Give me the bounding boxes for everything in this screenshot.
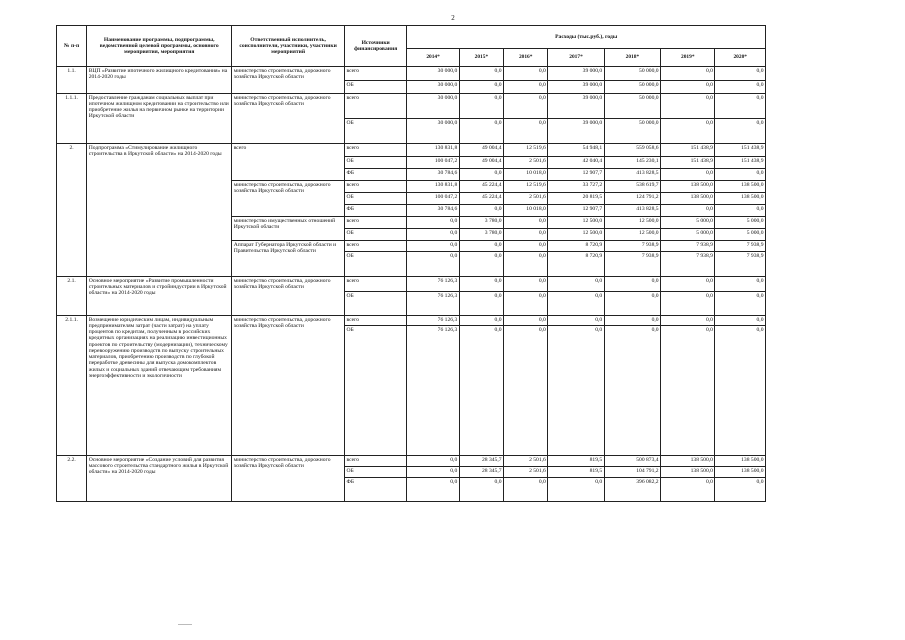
amount-cell: 0,0 [504, 217, 548, 229]
executor-name: министерство строительства, дорожного хозяйства Иркутской области [232, 277, 345, 316]
amount-cell: 12 500,0 [548, 217, 604, 229]
program-name: Основное мероприятие «Создание условий для развития массового строительства стандартного жилья в Иркутской области» на 2014-2020 годы [87, 456, 232, 502]
amount-cell: 76 126,3 [407, 277, 459, 292]
header-program: Наименование программы, подпрограммы, ведомственной целевой программы, основного мероприятия, мероприятия [87, 26, 232, 67]
executor-name: министерство строительства, дорожного хозяйства Иркутской области [232, 181, 345, 217]
funding-source: ОБ [344, 326, 406, 456]
amount-cell: 30 000,0 [407, 67, 459, 81]
amount-cell: 413 828,5 [604, 205, 660, 217]
funding-source: всего [344, 217, 406, 229]
amount-cell: 50 000,0 [604, 67, 660, 81]
amount-cell: 0,0 [407, 229, 459, 241]
amount-cell: 7 938,9 [661, 252, 715, 277]
row-number: 2.1. [57, 277, 87, 316]
amount-cell: 30 784,6 [407, 205, 459, 217]
funding-source: всего [344, 241, 406, 252]
amount-cell: 138 500,0 [715, 467, 766, 478]
amount-cell: 396 082,2 [604, 478, 660, 502]
amount-cell: 0,0 [459, 169, 503, 181]
budget-table [56, 25, 766, 502]
amount-cell: 0,0 [661, 81, 715, 94]
amount-cell: 7 938,9 [715, 252, 766, 277]
amount-cell: 49 004,4 [459, 157, 503, 169]
amount-cell: 145 230,1 [604, 157, 660, 169]
amount-cell: 33 727,2 [548, 181, 604, 193]
funding-source: ОБ [344, 292, 406, 316]
amount-cell: 0,0 [604, 326, 660, 456]
amount-cell: 130 831,8 [407, 181, 459, 193]
header-source: Источники финансирования [344, 26, 406, 67]
amount-cell: 0,0 [661, 119, 715, 144]
amount-cell: 0,0 [604, 316, 660, 326]
amount-cell: 124 791,2 [604, 193, 660, 205]
amount-cell: 0,0 [715, 119, 766, 144]
program-name: Возмещение юридическим лицам, индивидуальным предпринимателям затрат (части затрат) на уплату процентов по кредитам, полученным в российских кредитных организациях на реализацию инвестиционных проектов по строительству (модернизации), техническому перевооружению производств по выпуску строительных материалов, приобретению производств по глубокой переработке древесины для выпуска домокомплектов жилых и социальных зданий отвечающим требованиям энергоэффективности и экологичности [87, 316, 232, 456]
header-year: 2017* [548, 49, 604, 67]
amount-cell: 54 948,1 [548, 144, 604, 157]
executor-name: министерство имущественных отношений Иркутской области [232, 217, 345, 241]
amount-cell: 39 000,0 [548, 94, 604, 119]
amount-cell: 819,5 [548, 467, 604, 478]
executor-name: Аппарат Губернатора Иркутской области и Правительства Иркутской области [232, 241, 345, 277]
funding-source: всего [344, 67, 406, 81]
amount-cell: 2 501,6 [504, 456, 548, 467]
amount-cell: 0,0 [504, 478, 548, 502]
funding-source: ОБ [344, 229, 406, 241]
funding-source: ФБ [344, 478, 406, 502]
header-expenses: Расходы (тыс.руб.), годы [407, 26, 766, 49]
amount-cell: 12 907,7 [548, 169, 604, 181]
funding-source: всего [344, 456, 406, 467]
table-row [57, 456, 766, 467]
program-name: Предоставление гражданам социальных выплат при ипотечном жилищном кредитовании на строительство или приобретение жилья на первичном рынке на территории Иркутской области [87, 94, 232, 144]
header-year: 2020* [715, 49, 766, 67]
amount-cell: 0,0 [715, 326, 766, 456]
amount-cell: 0,0 [715, 205, 766, 217]
program-name: Основное мероприятие «Развитие промышленности строительных материалов и стройиндустрии в Иркутской области» на 2014-2020 годы [87, 277, 232, 316]
table-row [57, 67, 766, 81]
row-number: 1.1.1. [57, 94, 87, 144]
row-number: 1.1. [57, 67, 87, 94]
amount-cell: 0,0 [504, 277, 548, 292]
amount-cell: 10 018,0 [504, 169, 548, 181]
header-year: 2019* [661, 49, 715, 67]
amount-cell: 538 619,7 [604, 181, 660, 193]
amount-cell: 12 907,7 [548, 205, 604, 217]
amount-cell: 30 000,0 [407, 119, 459, 144]
amount-cell: 2 501,6 [504, 157, 548, 169]
amount-cell: 0,0 [459, 81, 503, 94]
amount-cell: 39 000,0 [548, 119, 604, 144]
funding-source: ОБ [344, 252, 406, 277]
amount-cell: 76 126,3 [407, 316, 459, 326]
amount-cell: 0,0 [661, 316, 715, 326]
amount-cell: 0,0 [459, 241, 503, 252]
amount-cell: 0,0 [661, 292, 715, 316]
amount-cell: 42 040,4 [548, 157, 604, 169]
amount-cell: 0,0 [504, 292, 548, 316]
funding-source: ОБ [344, 119, 406, 144]
amount-cell: 7 938,9 [661, 241, 715, 252]
amount-cell: 0,0 [661, 205, 715, 217]
funding-source: всего [344, 316, 406, 326]
amount-cell: 0,0 [407, 478, 459, 502]
amount-cell: 5 000,0 [715, 229, 766, 241]
executor-name: министерство строительства, дорожного хозяйства Иркутской области [232, 316, 345, 456]
amount-cell: 0,0 [715, 81, 766, 94]
amount-cell: 5 000,0 [661, 217, 715, 229]
amount-cell: 5 000,0 [715, 217, 766, 229]
amount-cell: 39 000,0 [548, 67, 604, 81]
amount-cell: 0,0 [715, 478, 766, 502]
funding-source: ОБ [344, 157, 406, 169]
amount-cell: 0,0 [459, 67, 503, 81]
header-year: 2016* [504, 49, 548, 67]
amount-cell: 5 000,0 [661, 229, 715, 241]
amount-cell: 28 345,7 [459, 456, 503, 467]
amount-cell: 0,0 [504, 316, 548, 326]
amount-cell: 104 791,2 [604, 467, 660, 478]
executor-name: всего [232, 144, 345, 181]
amount-cell: 0,0 [715, 316, 766, 326]
executor-name: министерство строительства, дорожного хозяйства Иркутской области [232, 67, 345, 94]
amount-cell: 30 000,0 [407, 94, 459, 119]
amount-cell: 12 519,6 [504, 181, 548, 193]
amount-cell: 0,0 [407, 252, 459, 277]
amount-cell: 7 938,9 [604, 241, 660, 252]
amount-cell: 0,0 [548, 478, 604, 502]
amount-cell: 0,0 [459, 277, 503, 292]
amount-cell: 20 819,5 [548, 193, 604, 205]
executor-name: министерство строительства, дорожного хозяйства Иркутской области [232, 94, 345, 144]
amount-cell: 0,0 [661, 478, 715, 502]
amount-cell: 0,0 [504, 252, 548, 277]
amount-cell: 100 047,2 [407, 193, 459, 205]
amount-cell: 0,0 [661, 94, 715, 119]
amount-cell: 0,0 [661, 169, 715, 181]
amount-cell: 138 500,0 [661, 193, 715, 205]
amount-cell: 0,0 [548, 277, 604, 292]
row-number: 2.2. [57, 456, 87, 502]
amount-cell: 2 501,6 [504, 193, 548, 205]
amount-cell: 12 500,0 [548, 229, 604, 241]
amount-cell: 8 720,9 [548, 252, 604, 277]
program-name: ВЦП «Развитие ипотечного жилищного кредитования» на 2014-2020 годы [87, 67, 232, 94]
amount-cell: 0,0 [548, 292, 604, 316]
table-header [57, 26, 766, 67]
amount-cell: 138 500,0 [715, 456, 766, 467]
amount-cell: 0,0 [504, 241, 548, 252]
funding-source: ОБ [344, 467, 406, 478]
amount-cell: 413 828,5 [604, 169, 660, 181]
amount-cell: 0,0 [604, 277, 660, 292]
amount-cell: 76 126,3 [407, 292, 459, 316]
table-row [57, 316, 766, 326]
funding-source: всего [344, 181, 406, 193]
amount-cell: 0,0 [459, 252, 503, 277]
amount-cell: 0,0 [715, 292, 766, 316]
amount-cell: 0,0 [504, 119, 548, 144]
amount-cell: 0,0 [504, 67, 548, 81]
amount-cell: 7 938,9 [604, 252, 660, 277]
amount-cell: 138 500,0 [715, 181, 766, 193]
amount-cell: 0,0 [661, 67, 715, 81]
header-num: № п-п [57, 26, 87, 67]
amount-cell: 151 438,9 [661, 144, 715, 157]
table-row [57, 144, 766, 157]
amount-cell: 0,0 [715, 94, 766, 119]
amount-cell: 0,0 [715, 277, 766, 292]
table-body [57, 67, 766, 502]
amount-cell: 0,0 [504, 326, 548, 456]
amount-cell: 0,0 [661, 277, 715, 292]
amount-cell: 500 873,4 [604, 456, 660, 467]
amount-cell: 50 000,0 [604, 94, 660, 119]
funding-source: ФБ [344, 169, 406, 181]
amount-cell: 12 500,0 [604, 229, 660, 241]
amount-cell: 45 224,4 [459, 193, 503, 205]
amount-cell: 138 500,0 [715, 193, 766, 205]
amount-cell: 0,0 [407, 241, 459, 252]
amount-cell: 151 438,9 [715, 144, 766, 157]
amount-cell: 0,0 [459, 316, 503, 326]
amount-cell: 3 780,0 [459, 229, 503, 241]
amount-cell: 45 224,4 [459, 181, 503, 193]
scan-mark [178, 624, 192, 625]
amount-cell: 138 500,0 [661, 467, 715, 478]
amount-cell: 0,0 [407, 217, 459, 229]
amount-cell: 0,0 [715, 67, 766, 81]
row-number: 2.1.1. [57, 316, 87, 456]
amount-cell: 0,0 [604, 292, 660, 316]
amount-cell: 0,0 [504, 229, 548, 241]
amount-cell: 138 500,0 [661, 456, 715, 467]
amount-cell: 0,0 [459, 326, 503, 456]
funding-source: всего [344, 277, 406, 292]
table-row [57, 277, 766, 292]
amount-cell: 0,0 [504, 94, 548, 119]
amount-cell: 3 780,0 [459, 217, 503, 229]
amount-cell: 0,0 [459, 292, 503, 316]
amount-cell: 76 126,3 [407, 326, 459, 456]
amount-cell: 100 047,2 [407, 157, 459, 169]
amount-cell: 0,0 [407, 467, 459, 478]
amount-cell: 819,5 [548, 456, 604, 467]
amount-cell: 50 000,0 [604, 81, 660, 94]
amount-cell: 12 519,6 [504, 144, 548, 157]
amount-cell: 0,0 [715, 169, 766, 181]
amount-cell: 0,0 [548, 326, 604, 456]
amount-cell: 39 000,0 [548, 81, 604, 94]
funding-source: ФБ [344, 205, 406, 217]
amount-cell: 0,0 [407, 456, 459, 467]
executor-name: министерство строительства, дорожного хозяйства Иркутской области [232, 456, 345, 502]
amount-cell: 0,0 [459, 94, 503, 119]
amount-cell: 151 438,9 [715, 157, 766, 169]
row-number: 2. [57, 144, 87, 277]
header-year: 2018* [604, 49, 660, 67]
amount-cell: 0,0 [661, 326, 715, 456]
amount-cell: 138 500,0 [661, 181, 715, 193]
amount-cell: 10 018,0 [504, 205, 548, 217]
amount-cell: 30 784,6 [407, 169, 459, 181]
amount-cell: 151 438,9 [661, 157, 715, 169]
amount-cell: 0,0 [459, 205, 503, 217]
amount-cell: 12 500,0 [604, 217, 660, 229]
amount-cell: 49 004,4 [459, 144, 503, 157]
header-year: 2015* [459, 49, 503, 67]
amount-cell: 50 000,0 [604, 119, 660, 144]
table-row [57, 94, 766, 119]
amount-cell: 2 501,6 [504, 467, 548, 478]
amount-cell: 0,0 [548, 316, 604, 326]
amount-cell: 28 345,7 [459, 467, 503, 478]
program-name: Подпрограмма «Стимулирование жилищного строительства в Иркутской области» на 2014-2020 годы [87, 144, 232, 277]
amount-cell: 30 000,0 [407, 81, 459, 94]
funding-source: всего [344, 94, 406, 119]
funding-source: ОБ [344, 193, 406, 205]
amount-cell: 0,0 [459, 119, 503, 144]
amount-cell: 559 058,6 [604, 144, 660, 157]
amount-cell: 130 831,8 [407, 144, 459, 157]
header-executor: Ответственный исполнитель, соисполнители, участники, участники мероприятий [232, 26, 345, 67]
header-year: 2014* [407, 49, 459, 67]
amount-cell: 7 938,9 [715, 241, 766, 252]
amount-cell: 0,0 [504, 81, 548, 94]
amount-cell: 8 720,9 [548, 241, 604, 252]
funding-source: всего [344, 144, 406, 157]
page-number: 2 [451, 14, 455, 22]
amount-cell: 0,0 [459, 478, 503, 502]
funding-source: ОБ [344, 81, 406, 94]
